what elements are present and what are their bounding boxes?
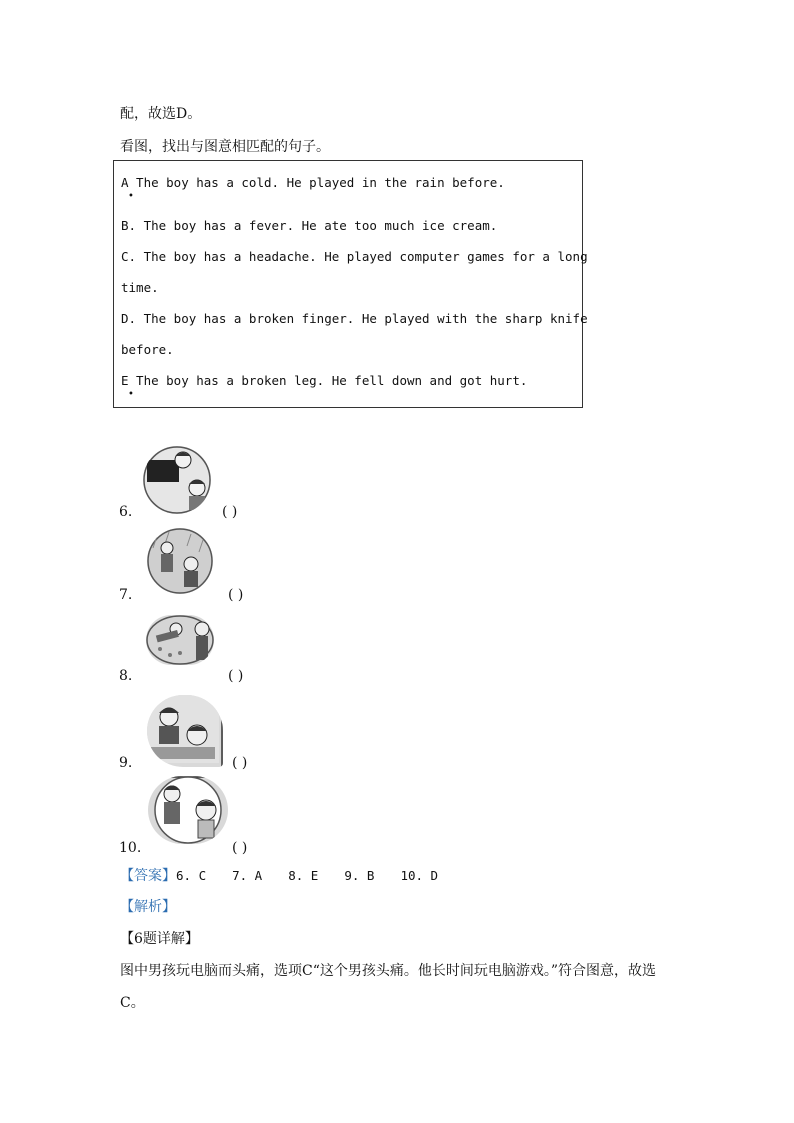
answer-7: 7. A <box>232 868 263 883</box>
illustration-fell-down <box>146 615 214 665</box>
answer-blank[interactable]: ( ) <box>222 504 238 520</box>
answer-6: 6. C <box>176 868 207 883</box>
question-number: 10. <box>119 840 142 856</box>
answer-blank[interactable]: ( ) <box>232 755 248 771</box>
answer-blank[interactable]: ( ) <box>232 840 248 856</box>
option-c: C. The boy has a headache. He played computer games for a long <box>121 249 588 264</box>
question-number: 9. <box>119 755 133 771</box>
question-number: 8. <box>119 668 133 684</box>
illustration-rain-cold <box>147 528 213 594</box>
option-b: B. The boy has a fever. He ate too much ice cream. <box>121 218 498 233</box>
answer-8: 8. E <box>288 868 319 883</box>
option-a: A The boy has a cold. He played in the rain before. <box>121 175 505 190</box>
answer-blank[interactable]: ( ) <box>228 668 244 684</box>
answer-10: 10. D <box>400 868 439 883</box>
explanation-line-1: 图中男孩玩电脑而头痛，选项C“这个男孩头痛。他长时间玩电脑游戏。”符合图意，故选 <box>120 963 657 979</box>
answer-line <box>120 865 438 885</box>
explanation-line-2: C。 <box>120 995 145 1011</box>
question-number: 7. <box>119 587 133 603</box>
answer-9: 9. B <box>344 868 375 883</box>
analysis-tag: 【解析】 <box>120 899 176 915</box>
answer-blank[interactable]: ( ) <box>228 587 244 603</box>
detail-heading: 【6题详解】 <box>120 931 199 947</box>
instruction: 看图，找出与图意相匹配的句子。 <box>120 139 330 155</box>
question-number: 6. <box>119 504 133 520</box>
option-d: D. The boy has a broken finger. He played with the sharp knife <box>121 311 588 326</box>
illustration-computer-headache <box>143 446 211 514</box>
bullet-dot: • <box>128 191 134 202</box>
answer-tag: 【答案】 <box>120 868 176 884</box>
illustration-broken-finger <box>148 776 228 844</box>
option-d-cont: before. <box>121 342 174 357</box>
options-box <box>113 160 588 408</box>
previous-answer-line: 配，故选D。 <box>120 106 202 122</box>
option-e: E The boy has a broken leg. He fell down and got hurt. <box>121 373 528 388</box>
option-c-cont: time. <box>121 280 159 295</box>
illustration-fever-ice-cream <box>147 695 223 767</box>
bullet-dot: • <box>128 389 134 400</box>
